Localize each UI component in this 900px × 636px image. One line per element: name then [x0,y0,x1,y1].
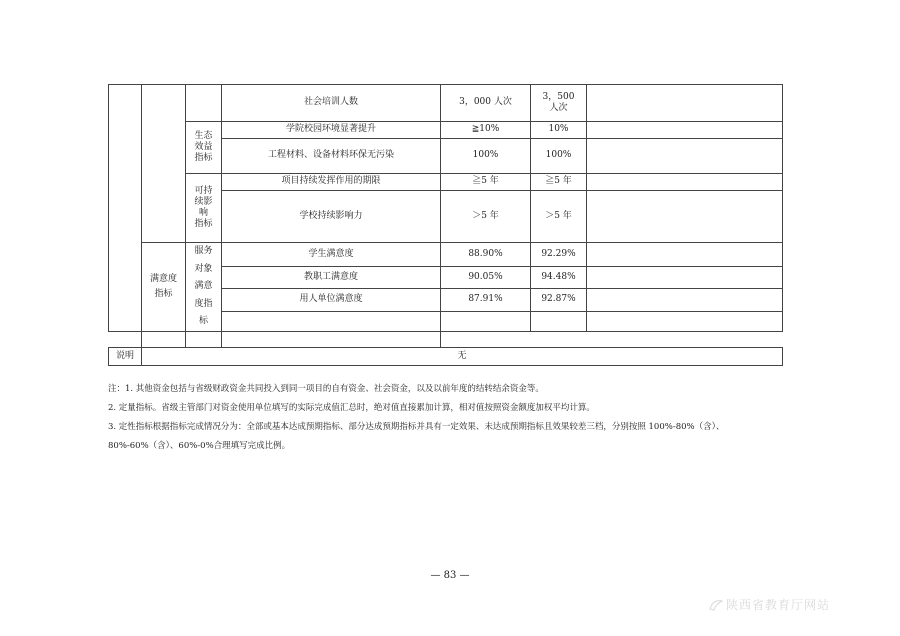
target-cell: 90.05% [441,266,531,288]
actual-cell: 100% [531,139,587,174]
target-cell: ＞5 年 [441,191,531,243]
footnote-3-continued: 80%-60%（含）、60%-0%合理填写完成比例。 [108,441,291,451]
footnote-1: 注：1. 其他资金包括与省级财政资金共同投入到同一项目的自有资金、社会资金，以及以前年度的结转结余资金等。 [108,384,544,394]
target-cell: 100% [441,139,531,174]
footnotes [108,380,788,456]
ecological-benefit-label: 生态 效益 指标 [186,122,222,174]
target-cell: ≧5 年 [441,174,531,191]
indicator-cell: 用人单位满意度 [222,289,441,311]
indicator-cell: 工程材料、设备材料环保无污染 [222,139,441,174]
indicator-cell: 社会培训人数 [222,85,441,122]
score-cell [587,266,783,288]
level2-blank-cell [142,85,186,243]
score-cell [587,289,783,311]
satisfaction-indicator-label: 满意度 指标 [142,243,186,332]
footnote-2: 2. 定量指标。省级主管部门对资金使用单位填写的实际完成值汇总时，绝对值直接累加计算，相对值按照资金额度加权平均计算。 [108,403,595,413]
indicator-cell: 学校持续影响力 [222,191,441,243]
watermark [709,596,830,613]
table-row [109,331,783,347]
score-cell [587,174,783,191]
remark-value: 无 [142,347,783,365]
level3-blank-cell [186,85,222,122]
actual-cell: 94.48% [531,266,587,288]
score-cell [587,85,783,122]
score-cell [587,122,783,139]
actual-cell: 92.87% [531,289,587,311]
score-cell [587,243,783,267]
watermark-text: 陕西省教育厅网站 [725,598,830,612]
table-row [109,243,783,267]
empty-cell [441,311,531,331]
empty-cell [186,331,222,347]
target-cell: ≧10% [441,122,531,139]
performance-indicator-table [108,84,783,366]
level1-blank-cell [109,85,142,332]
actual-cell: 3，500 人次 [531,85,587,122]
actual-cell: ＞5 年 [531,191,587,243]
empty-cell [531,311,587,331]
empty-cell [109,331,142,347]
score-cell [587,191,783,243]
service-target-satisfaction-label: 服务 对象 满意 度指 标 [186,243,222,332]
indicator-cell: 学院校园环境显著提升 [222,122,441,139]
empty-cell [222,331,441,347]
page-number: — 83 — [430,570,470,581]
sustainable-impact-label: 可持 续影 响 指标 [186,174,222,243]
indicator-cell: 项目持续发挥作用的期限 [222,174,441,191]
empty-cell [587,311,783,331]
score-cell [587,139,783,174]
empty-cell [142,331,186,347]
table-row [109,174,783,191]
empty-cell [222,311,441,331]
indicator-cell: 教职工满意度 [222,266,441,288]
table-row [109,85,783,122]
remark-label: 说明 [109,347,142,365]
actual-cell: 10% [531,122,587,139]
actual-cell: 92.29% [531,243,587,267]
watermark-logo-icon [709,599,723,611]
footnote-3: 3. 定性指标根据指标完成情况分为：全部或基本达成预期指标、部分达成预期指标并具有一定效果、未达成预期指标且效果较差三档，分别按照 100%-80%（含）、 [108,422,725,432]
target-cell: 88.90% [441,243,531,267]
target-cell: 87.91% [441,289,531,311]
table-row [109,122,783,139]
remark-row [109,347,783,365]
target-cell: 3，000 人次 [441,85,531,122]
actual-cell: ≧5 年 [531,174,587,191]
indicator-cell: 学生满意度 [222,243,441,267]
